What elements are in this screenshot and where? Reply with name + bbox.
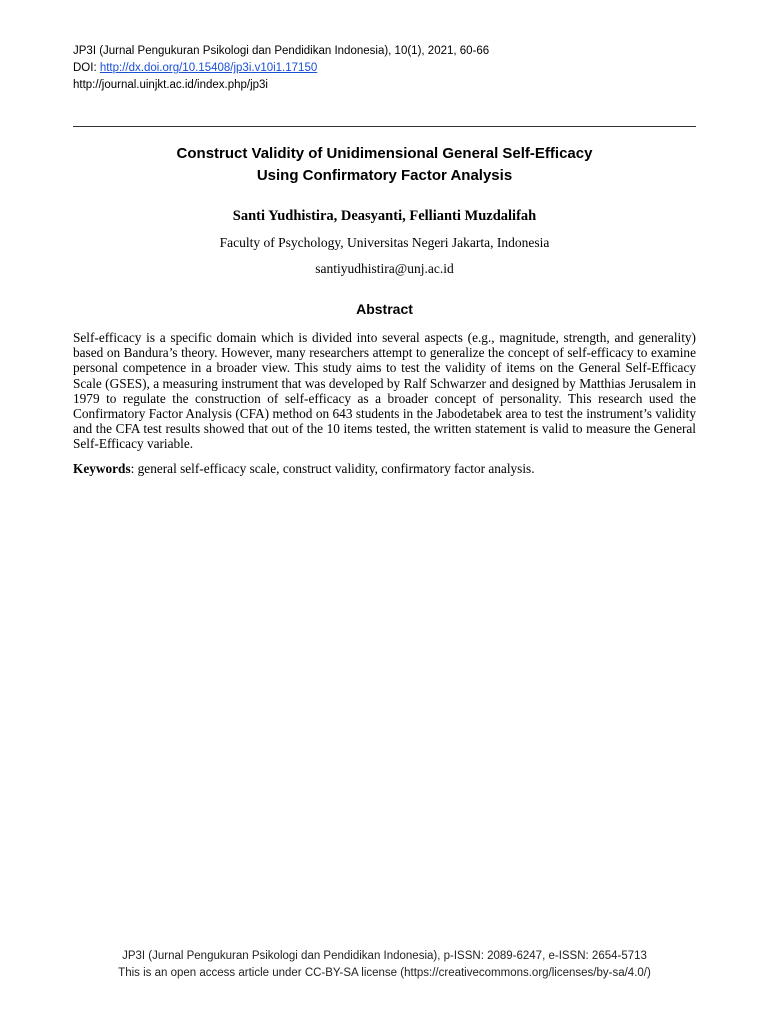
author-email: santiyudhistira@unj.ac.id — [315, 261, 454, 276]
keywords — [73, 461, 696, 477]
abstract-body: Self-efficacy is a specific domain which is divided into several aspects (e.g., magnitude, strength, and generality) based on Bandura’s theory. However, many researchers attempt to generalize the concept of self-efficacy to examine personal competence in a broader view. This study aims to test the validity of items on the General Self-Efficacy Scale (GSES), a measuring instrument that was developed by Ralf Schwarzer and designed by Matthias Jerusalem in 1979 to regulate the construction of self-efficacy as a broader concept of personality. This research used the Confirmatory Factor Analysis (CFA) method on 643 students in the Jabodetabek area to test the instrument’s validity and the CFA test results showed that out of the 10 items tested, the written statement is valid to measure the General Self-Efficacy variable. — [73, 330, 696, 452]
abstract-heading: Abstract — [356, 301, 413, 317]
header-divider — [73, 126, 696, 127]
doi-line — [73, 60, 489, 77]
page-footer — [73, 948, 696, 982]
affiliation: Faculty of Psychology, Universitas Negeri Jakarta, Indonesia — [219, 235, 550, 250]
title-line-1: Construct Validity of Unidimensional General Self-Efficacy — [176, 145, 593, 162]
footer-issn: JP3I (Jurnal Pengukuran Psikologi dan Pendidikan Indonesia), p-ISSN: 2089-6247, e-ISSN: 2654-5713 — [122, 950, 647, 962]
journal-url: http://journal.uinjkt.ac.id/index.php/jp3i — [73, 79, 268, 91]
doi-link[interactable]: http://dx.doi.org/10.15408/jp3i.v10i1.17150 — [99, 62, 318, 74]
keywords-text: : general self-efficacy scale, construct validity, confirmatory factor analysis. — [130, 461, 535, 476]
paper-title — [73, 143, 696, 187]
footer-license: This is an open access article under CC-BY-SA license (https://creativecommons.org/licenses/by-sa/4.0/) — [118, 967, 651, 979]
authors: Santi Yudhistira, Deasyanti, Fellianti Muzdalifah — [232, 208, 537, 224]
citation-line: JP3I (Jurnal Pengukuran Psikologi dan Pendidikan Indonesia), 10(1), 2021, 60-66 — [73, 45, 490, 57]
title-line-2: Using Confirmatory Factor Analysis — [256, 167, 513, 184]
journal-header — [73, 43, 489, 94]
keywords-label: Keywords — [73, 461, 131, 476]
doi-label: DOI: — [73, 62, 97, 74]
